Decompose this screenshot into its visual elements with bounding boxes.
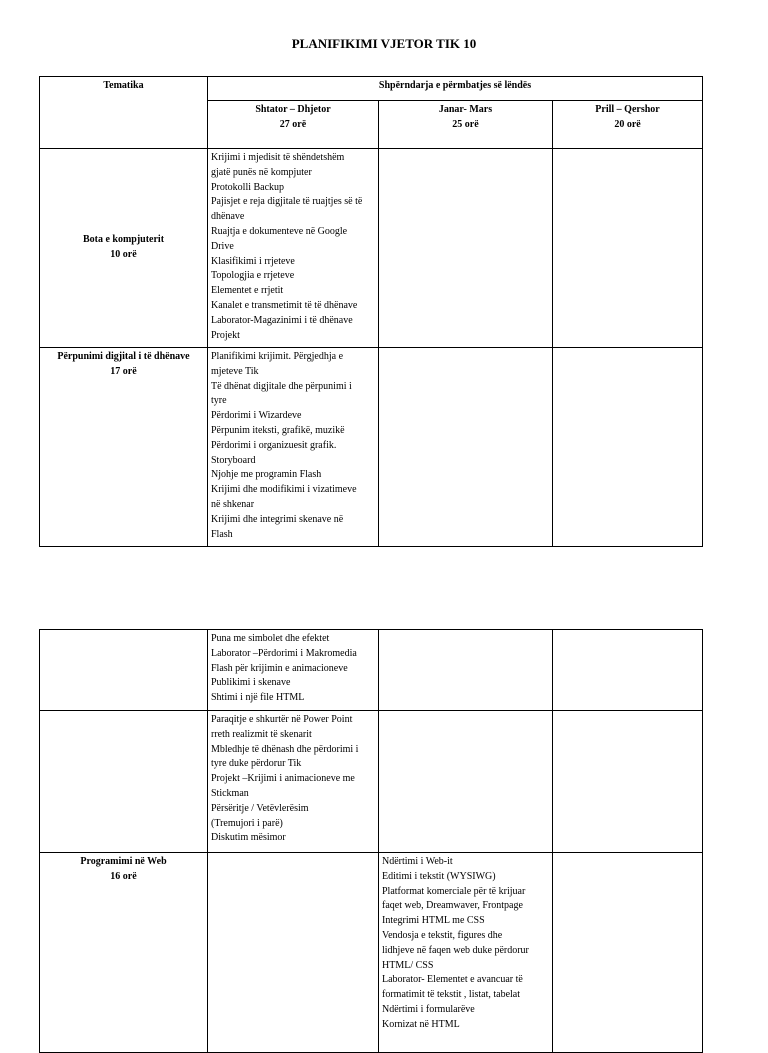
content-line: Përsëritje / Vetëvlerësim bbox=[211, 802, 309, 814]
period-1-name: Shtator – Dhjetor bbox=[255, 104, 331, 115]
content-cell-period-1 bbox=[208, 853, 379, 1053]
content-line: Përdorimi i organizuesit grafik. bbox=[211, 439, 337, 451]
content-line: Protokolli Backup bbox=[211, 181, 285, 193]
topic-name: Bota e kompjuterit bbox=[82, 234, 165, 245]
content-line: Klasifikimi i rrjeteve bbox=[211, 255, 295, 267]
content-line: Publikimi i skenave bbox=[211, 677, 291, 689]
content-line: Vendosja e tekstit, figures dhe bbox=[382, 929, 503, 941]
content-cell-period-1 bbox=[208, 149, 379, 348]
content-line: Njohje me programin Flash bbox=[211, 469, 322, 481]
content-cell-period-1 bbox=[208, 348, 379, 547]
topic-cell bbox=[40, 348, 208, 547]
topic-name: Përpunimi digjital i të dhënave bbox=[57, 351, 190, 362]
topic-hours: 17 orë bbox=[110, 365, 137, 377]
content-line: mjeteve Tik bbox=[211, 365, 259, 377]
content-line: HTML/ CSS bbox=[382, 959, 434, 971]
content-cell-period-3 bbox=[553, 348, 703, 547]
content-cell-period-2 bbox=[379, 853, 553, 1053]
content-line: në shkenar bbox=[211, 498, 255, 510]
content-line: Ruajtja e dokumenteve në Google bbox=[211, 225, 348, 237]
content-line: Puna me simbolet dhe efektet bbox=[211, 633, 330, 644]
content-line: Paraqitje e shkurtër në Power Point bbox=[211, 714, 353, 725]
header-distribution: Shpërndarja e përmbatjes së lëndës bbox=[208, 77, 703, 101]
content-line: formatimit të tekstit , listat, tabelat bbox=[382, 989, 521, 1001]
content-line: Flash për krijimin e animacioneve bbox=[211, 662, 348, 674]
content-line: Elementet e rrjetit bbox=[211, 285, 284, 297]
content-line: Krijimi i mjedisit të shëndetshëm bbox=[211, 152, 345, 163]
content-line: tyre bbox=[211, 395, 227, 407]
content-line: Platformat komerciale për të krijuar bbox=[382, 885, 526, 897]
content-cell-period-2 bbox=[379, 711, 553, 853]
topic-name: Programimi në Web bbox=[80, 856, 167, 867]
content-line: Përdorimi i Wizardeve bbox=[211, 410, 302, 422]
content-line: tyre duke përdorur Tik bbox=[211, 758, 302, 770]
page-title: PLANIFIKIMI VJETOR TIK 10 bbox=[291, 36, 477, 51]
content-line: Mbledhje të dhënash dhe përdorimi i bbox=[211, 743, 359, 755]
period-2-hours: 25 orë bbox=[452, 118, 479, 130]
content-line: Kornizat në HTML bbox=[382, 1018, 460, 1030]
header-period-1 bbox=[208, 101, 379, 149]
content-line: lidhjeve në faqen web duke përdorur bbox=[382, 944, 529, 956]
content-line: Drive bbox=[211, 240, 234, 252]
table-row bbox=[40, 149, 703, 348]
content-cell-period-3 bbox=[553, 630, 703, 711]
content-line: Krijimi dhe modifikimi i vizatimeve bbox=[211, 484, 357, 496]
content-line: Stickman bbox=[211, 787, 249, 799]
plan-table-part-2 bbox=[39, 629, 703, 1053]
table-row bbox=[40, 711, 703, 853]
content-line: Diskutim mësimor bbox=[211, 832, 286, 844]
topic-cell bbox=[40, 853, 208, 1053]
content-cell-period-3 bbox=[553, 853, 703, 1053]
content-line: Krijimi dhe integrimi skenave në bbox=[211, 513, 344, 525]
content-line: gjatë punës në kompjuter bbox=[211, 166, 312, 178]
period-3-hours: 20 orë bbox=[614, 118, 641, 130]
content-line: Laborator- Elementet e avancuar të bbox=[382, 974, 523, 986]
content-cell-period-1 bbox=[208, 711, 379, 853]
content-line: Ndërtimi i Web-it bbox=[382, 856, 453, 867]
table-row bbox=[40, 348, 703, 547]
period-2-name: Janar- Mars bbox=[438, 104, 493, 115]
content-cell-period-1 bbox=[208, 630, 379, 711]
table-row bbox=[40, 853, 703, 1053]
content-cell-period-3 bbox=[553, 711, 703, 853]
topic-hours: 16 orë bbox=[110, 870, 137, 882]
content-cell-period-2 bbox=[379, 348, 553, 547]
content-line: rreth realizmit të skenarit bbox=[211, 728, 312, 740]
content-line: Përpunim iteksti, grafikë, muzikë bbox=[211, 424, 345, 436]
table-row bbox=[40, 630, 703, 711]
content-line: Pajisjet e reja digjitale të ruajtjes së të bbox=[211, 196, 363, 208]
period-3-name: Prill – Qershor bbox=[595, 104, 660, 115]
header-tematika: Tematika bbox=[40, 77, 208, 149]
header-period-2 bbox=[379, 101, 553, 149]
content-line: dhënave bbox=[211, 211, 245, 223]
content-line: Planifikimi krijimit. Përgjedhja e bbox=[211, 351, 344, 362]
content-line: Integrimi HTML me CSS bbox=[382, 915, 485, 927]
content-line: Projekt –Krijimi i animacioneve me bbox=[211, 773, 355, 785]
content-line: Flash bbox=[211, 528, 233, 540]
content-line: (Tremujori i parë) bbox=[211, 817, 283, 829]
header-period-3 bbox=[553, 101, 703, 149]
content-line: Të dhënat digjitale dhe përpunimi i bbox=[211, 380, 352, 392]
content-cell-period-3 bbox=[553, 149, 703, 348]
content-line: Kanalet e transmetimit të të dhënave bbox=[211, 299, 358, 311]
content-line: Projekt bbox=[211, 329, 240, 341]
content-line: faqet web, Dreamwaver, Frontpage bbox=[382, 900, 523, 912]
period-1-hours: 27 orë bbox=[279, 118, 307, 130]
content-line: Topologjia e rrjeteve bbox=[211, 270, 295, 282]
content-line: Storyboard bbox=[211, 454, 256, 466]
topic-cell bbox=[40, 630, 208, 711]
content-line: Ndërtimi i formularëve bbox=[382, 1003, 475, 1015]
content-cell-period-2 bbox=[379, 630, 553, 711]
content-line: Shtimi i një file HTML bbox=[211, 692, 305, 704]
content-line: Laborator –Përdorimi i Makromedia bbox=[211, 647, 357, 659]
plan-table-part-1 bbox=[39, 76, 703, 547]
content-cell-period-2 bbox=[379, 149, 553, 348]
topic-cell bbox=[40, 149, 208, 348]
topic-cell bbox=[40, 711, 208, 853]
content-line: Laborator-Magazinimi i të dhënave bbox=[211, 314, 353, 326]
content-line: Editimi i tekstit (WYSIWG) bbox=[382, 870, 496, 882]
topic-hours: 10 orë bbox=[110, 248, 137, 260]
